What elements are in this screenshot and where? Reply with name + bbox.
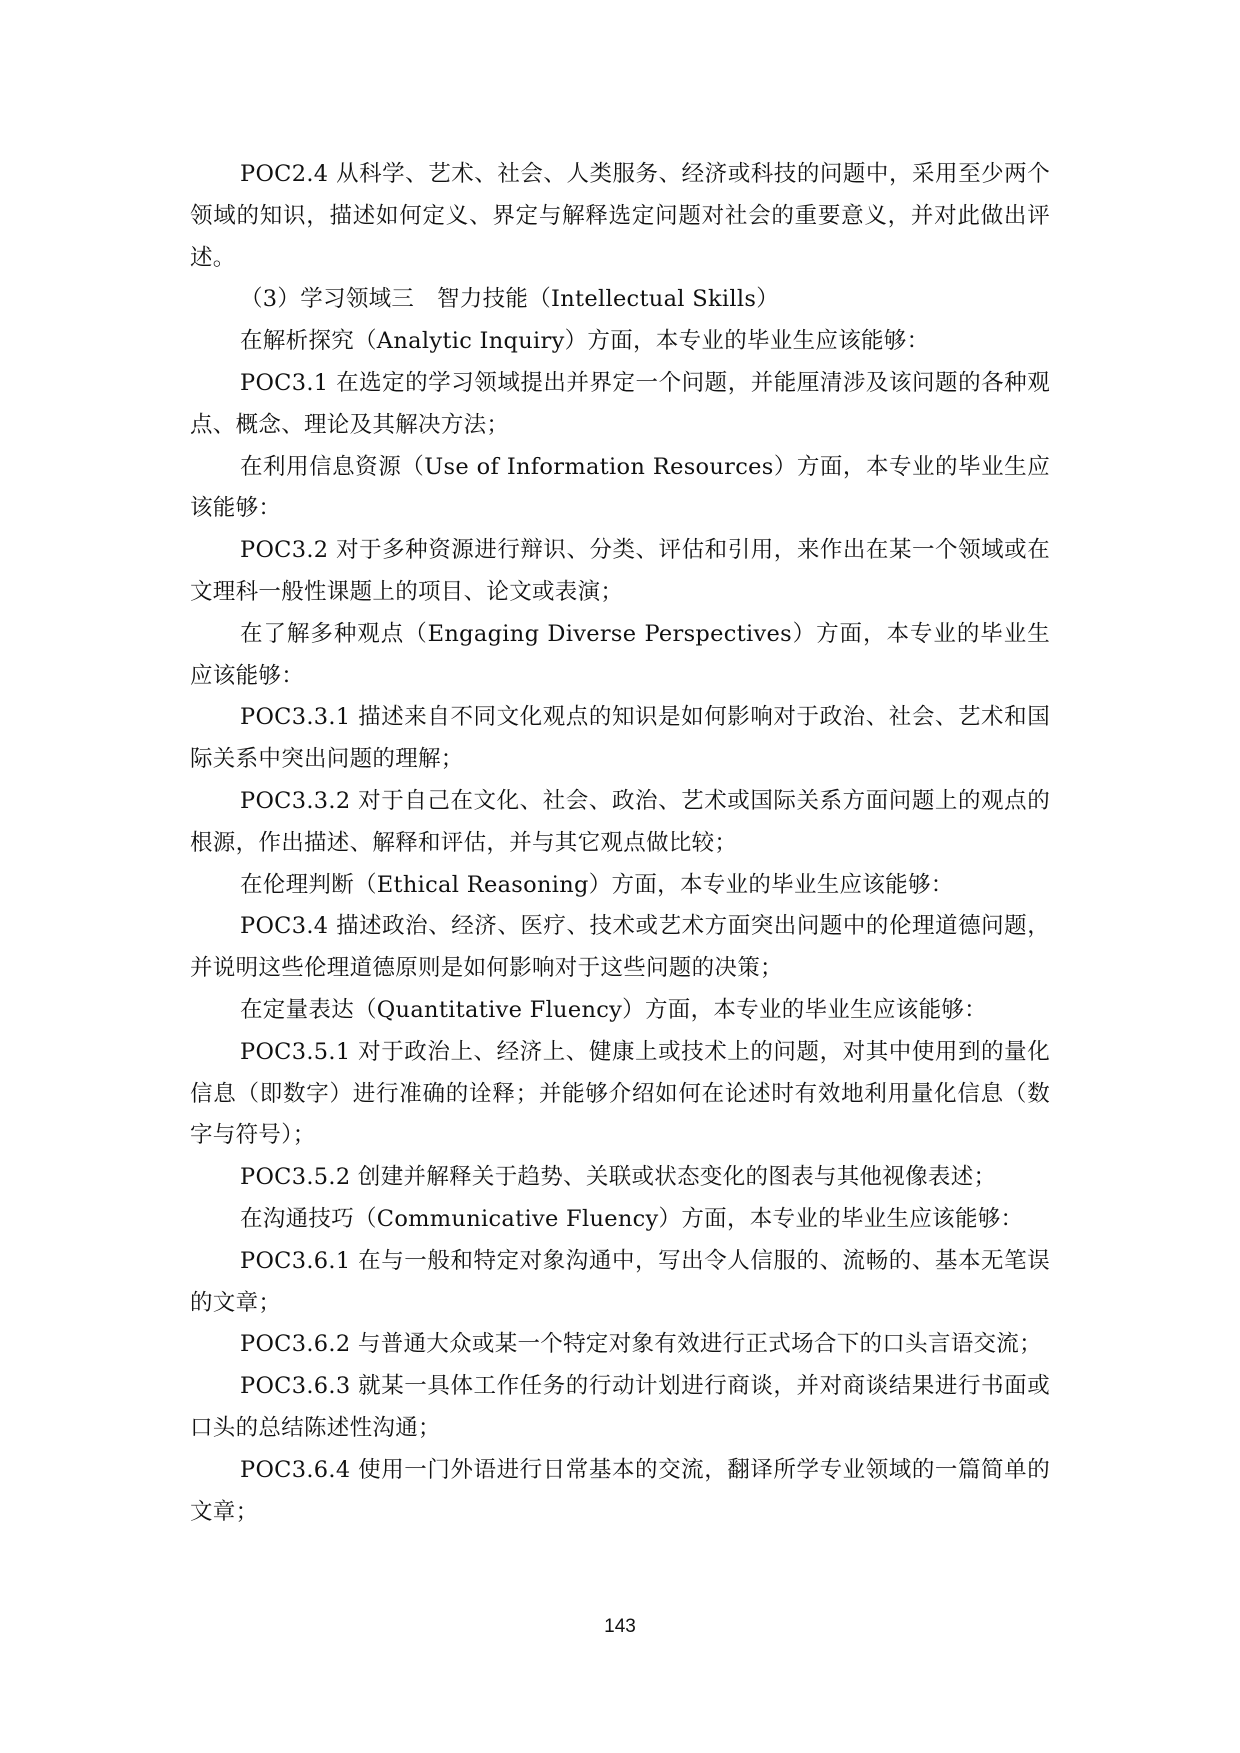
paragraph-poc3-6-1: POC3.6.1 在与一般和特定对象沟通中，写出令人信服的、流畅的、基本无笔误的文章； — [190, 1247, 1050, 1316]
paragraph-poc3-2: POC3.2 对于多种资源进行辩识、分类、评估和引用，来作出在某一个领域或在文理科一般性课题上的项目、论文或表演； — [190, 537, 1050, 605]
paragraph-ethical-reasoning: 在伦理判断（Ethical Reasoning）方面，本专业的毕业生应该能够： — [240, 871, 954, 898]
paragraph-information-resources: 在利用信息资源（Use of Information Resources）方面，本专业的毕业生应该能够： — [190, 453, 1050, 522]
paragraph-poc3-1: POC3.1 在选定的学习领域提出并界定一个问题，并能厘清涉及该问题的各种观点、概念、理论及其解决方法； — [190, 369, 1050, 438]
paragraph-poc2-4: POC2.4 从科学、艺术、社会、人类服务、经济或科技的问题中，采用至少两个领域的知识，描述如何定义、界定与解释选定问题对社会的重要意义，并对此做出评述。 — [190, 161, 1050, 271]
paragraph-poc3-6-3: POC3.6.3 就某一具体工作任务的行动计划进行商谈，并对商谈结果进行书面或口头的总结陈述性沟通； — [190, 1373, 1050, 1441]
paragraph-quantitative-fluency: 在定量表达（Quantitative Fluency）方面，本专业的毕业生应该能够： — [240, 996, 987, 1023]
paragraph-poc3-5-2: POC3.5.2 创建并解释关于趋势、关联或状态变化的图表与其他视像表述； — [240, 1164, 997, 1191]
body-text — [190, 154, 1050, 1533]
paragraph-poc3-6-2: POC3.6.2 与普通大众或某一个特定对象有效进行正式场合下的口头言语交流； — [240, 1331, 1042, 1358]
paragraph-poc3-3-1: POC3.3.1 描述来自不同文化观点的知识是如何影响对于政治、社会、艺术和国际关系中突出问题的理解； — [190, 704, 1050, 773]
paragraph-communicative-fluency: 在沟通技巧（Communicative Fluency）方面，本专业的毕业生应该能够： — [240, 1205, 1024, 1232]
paragraph-analytic-inquiry: 在解析探究（Analytic Inquiry）方面，本专业的毕业生应该能够： — [240, 328, 930, 355]
paragraph-poc3-4: POC3.4 描述政治、经济、医疗、技术或艺术方面突出问题中的伦理道德问题，并说明这些伦理道德原则是如何影响对于这些问题的决策； — [190, 913, 1050, 982]
paragraph-poc3-3-2: POC3.3.2 对于自己在文化、社会、政治、艺术或国际关系方面问题上的观点的根源，作出描述、解释和评估，并与其它观点做比较； — [190, 787, 1050, 856]
paragraph-diverse-perspectives: 在了解多种观点（Engaging Diverse Perspectives）方面，本专业的毕业生应该能够： — [190, 620, 1050, 689]
paragraph-poc3-5-1: POC3.5.1 对于政治上、经济上、健康上或技术上的问题，对其中使用到的量化信息（即数字）进行准确的诠释；并能够介绍如何在论述时有效地利用量化信息（数字与符号）； — [190, 1038, 1050, 1149]
section-heading-intellectual-skills: （3）学习领域三 智力技能（Intellectual Skills） — [240, 286, 780, 313]
paragraph-poc3-6-4: POC3.6.4 使用一门外语进行日常基本的交流，翻译所学专业领域的一篇简单的文章； — [190, 1456, 1050, 1525]
page-number: 143 — [604, 1616, 636, 1637]
